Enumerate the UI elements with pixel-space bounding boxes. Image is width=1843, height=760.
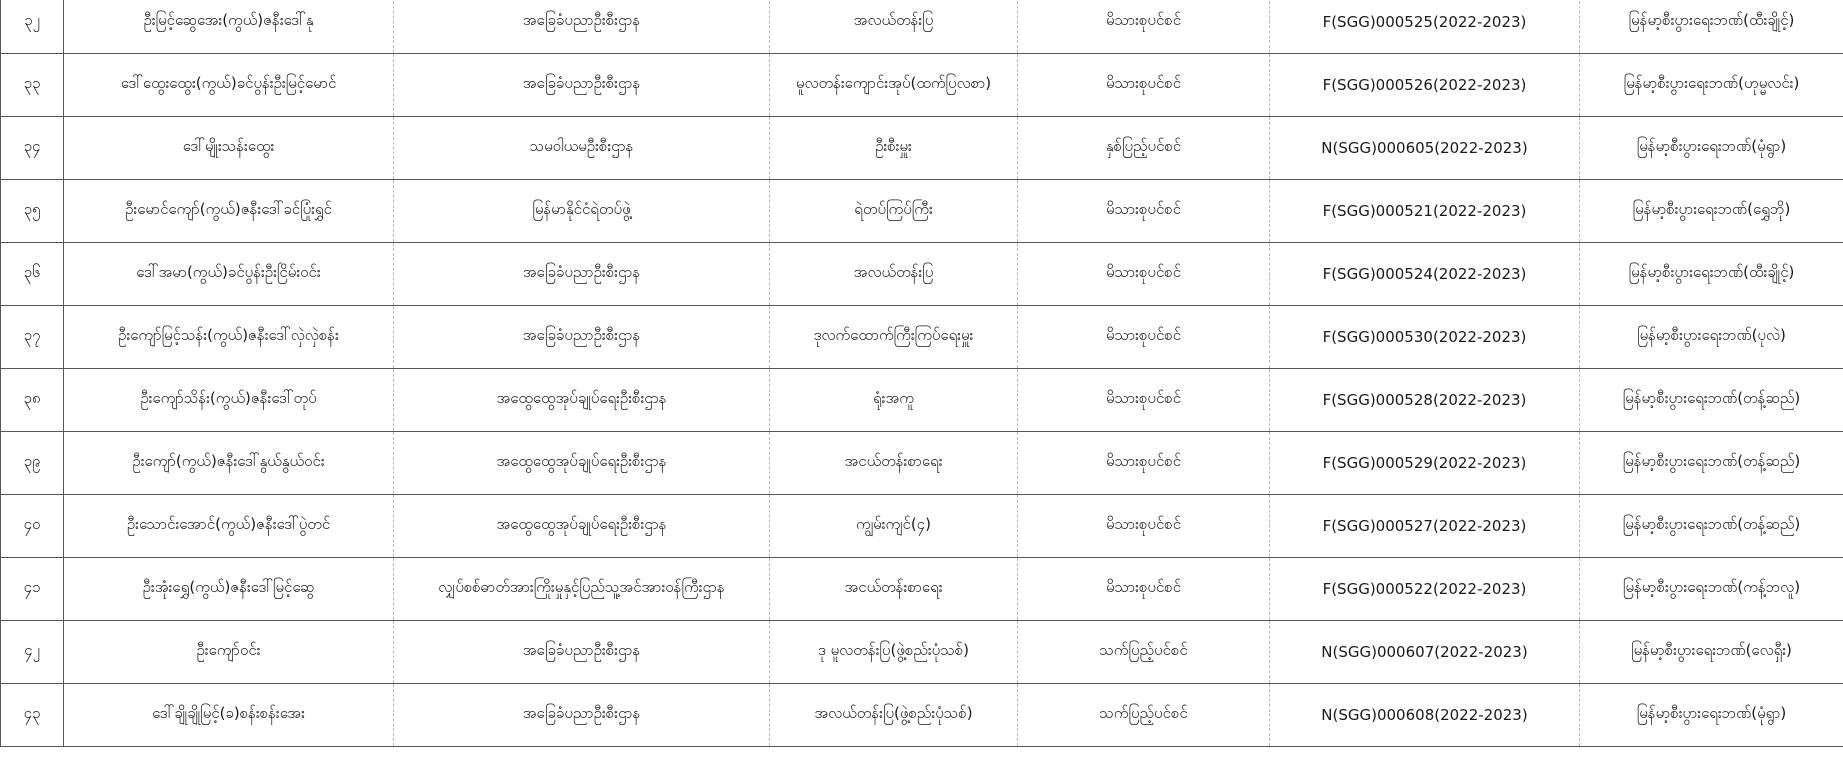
department-cell: အခြေခံပညာဦးစီးဌာန <box>394 306 770 369</box>
bank-branch-cell: မြန်မာ့စီးပွားရေးဘဏ်(မုံရွာ) <box>1580 684 1843 747</box>
pension-code-cell: F(SGG)000525(2022-2023) <box>1270 0 1580 54</box>
pension-type-cell: မိသားစုပင်စင် <box>1018 306 1270 369</box>
rank-cell: ဒု မူလတန်းပြ(ဖွဲ့စည်းပုံသစ်) <box>770 621 1018 684</box>
department-cell: အထွေထွေအုပ်ချုပ်ရေးဦးစီးဌာန <box>394 495 770 558</box>
rank-cell: အငယ်တန်းစာရေး <box>770 558 1018 621</box>
pension-type-cell: မိသားစုပင်စင် <box>1018 369 1270 432</box>
row-number-cell: ၄၀ <box>1 495 64 558</box>
pension-type-cell: မိသားစုပင်စင် <box>1018 180 1270 243</box>
pensioner-name-cell: ဦးကျော်ဝင်း <box>64 621 394 684</box>
pensioner-name-cell: ဒေါ်ချိုချိုမြင့်(ခ)စန်းစန်းအေး <box>64 684 394 747</box>
pensioner-name-cell: ဦးအုံးရွှေ(ကွယ်)ဇနီးဒေါ်မြင့်ဆွေ <box>64 558 394 621</box>
table-row <box>1 621 1843 684</box>
pension-code-cell: F(SGG)000527(2022-2023) <box>1270 495 1580 558</box>
department-cell: အထွေထွေအုပ်ချုပ်ရေးဦးစီးဌာန <box>394 432 770 495</box>
rank-cell: မူလတန်းကျောင်းအုပ်(ထက်ပြလစာ) <box>770 54 1018 117</box>
pension-code-cell: F(SGG)000529(2022-2023) <box>1270 432 1580 495</box>
pensioner-name-cell: ဦးသောင်းအောင်(ကွယ်)ဇနီးဒေါ်ပွဲတင် <box>64 495 394 558</box>
rank-cell: ရဲတပ်ကြပ်ကြီး <box>770 180 1018 243</box>
pension-type-cell: သက်ပြည့်ပင်စင် <box>1018 621 1270 684</box>
pension-type-cell: မိသားစုပင်စင် <box>1018 54 1270 117</box>
pension-type-cell: မိသားစုပင်စင် <box>1018 495 1270 558</box>
pensioner-name-cell: ဒေါ်ထွေးထွေး(ကွယ်)ခင်ပွန်းဦးမြင့်မောင် <box>64 54 394 117</box>
bank-branch-cell: မြန်မာ့စီးပွားရေးဘဏ်(မုံရွာ) <box>1580 117 1843 180</box>
pension-type-cell: မိသားစုပင်စင် <box>1018 558 1270 621</box>
bank-branch-cell: မြန်မာ့စီးပွားရေးဘဏ်(တန့်ဆည်) <box>1580 495 1843 558</box>
table-row <box>1 54 1843 117</box>
bank-branch-cell: မြန်မာ့စီးပွားရေးဘဏ်(တန့်ဆည်) <box>1580 432 1843 495</box>
rank-cell: အလယ်တန်းပြ <box>770 243 1018 306</box>
rank-cell: အငယ်တန်းစာရေး <box>770 432 1018 495</box>
bank-branch-cell: မြန်မာ့စီးပွားရေးဘဏ်(ထီးချိုင့်) <box>1580 243 1843 306</box>
bank-branch-cell: မြန်မာ့စီးပွားရေးဘဏ်(ကန့်ဘလူ) <box>1580 558 1843 621</box>
table-row <box>1 684 1843 747</box>
pensioner-name-cell: ဦးမြင့်ဆွေအေး(ကွယ်)ဇနီးဒေါ်နု <box>64 0 394 54</box>
department-cell: လျှပ်စစ်ဓာတ်အားကြိုးမှုနှင့်ပြည်သူ့အင်အားဝန်ကြီးဌာန <box>394 558 770 621</box>
department-cell: အခြေခံပညာဦးစီးဌာန <box>394 0 770 54</box>
pension-type-cell: မိသားစုပင်စင် <box>1018 0 1270 54</box>
pension-code-cell: F(SGG)000524(2022-2023) <box>1270 243 1580 306</box>
pension-code-cell: F(SGG)000526(2022-2023) <box>1270 54 1580 117</box>
table-row <box>1 0 1843 54</box>
table-row <box>1 243 1843 306</box>
row-number-cell: ၃၅ <box>1 180 64 243</box>
rank-cell: ရုံးအကူ <box>770 369 1018 432</box>
table-row <box>1 117 1843 180</box>
pension-type-cell: သက်ပြည့်ပင်စင် <box>1018 684 1270 747</box>
pensioner-name-cell: ဒေါ်မျိုးသန်းထွေး <box>64 117 394 180</box>
bank-branch-cell: မြန်မာ့စီးပွားရေးဘဏ်(ထီးချိုင့်) <box>1580 0 1843 54</box>
rank-cell: ဦးစီးမှူး <box>770 117 1018 180</box>
pension-table-body <box>1 0 1843 747</box>
rank-cell: ကျွမ်းကျင်(၄) <box>770 495 1018 558</box>
table-row <box>1 306 1843 369</box>
pension-type-cell: နှစ်ပြည့်ပင်စင် <box>1018 117 1270 180</box>
table-row <box>1 558 1843 621</box>
pension-code-cell: N(SGG)000607(2022-2023) <box>1270 621 1580 684</box>
department-cell: အခြေခံပညာဦးစီးဌာန <box>394 621 770 684</box>
row-number-cell: ၃၉ <box>1 432 64 495</box>
rank-cell: အလယ်တန်းပြ(ဖွဲ့စည်းပုံသစ်) <box>770 684 1018 747</box>
row-number-cell: ၄၁ <box>1 558 64 621</box>
bank-branch-cell: မြန်မာ့စီးပွားရေးဘဏ်(ဟုမ္မလင်း) <box>1580 54 1843 117</box>
pension-type-cell: မိသားစုပင်စင် <box>1018 432 1270 495</box>
pension-code-cell: F(SGG)000522(2022-2023) <box>1270 558 1580 621</box>
row-number-cell: ၄၃ <box>1 684 64 747</box>
department-cell: အထွေထွေအုပ်ချုပ်ရေးဦးစီးဌာန <box>394 369 770 432</box>
pension-code-cell: N(SGG)000608(2022-2023) <box>1270 684 1580 747</box>
rank-cell: ဒုလက်ထောက်ကြီးကြပ်ရေးမှူး <box>770 306 1018 369</box>
row-number-cell: ၄၂ <box>1 621 64 684</box>
pensioner-name-cell: ဦးကျော်(ကွယ်)ဇနီးဒေါ်နွယ်နွယ်ဝင်း <box>64 432 394 495</box>
row-number-cell: ၃၂ <box>1 0 64 54</box>
pension-code-cell: N(SGG)000605(2022-2023) <box>1270 117 1580 180</box>
bank-branch-cell: မြန်မာ့စီးပွားရေးဘဏ်(ရွှေဘို) <box>1580 180 1843 243</box>
row-number-cell: ၃၃ <box>1 54 64 117</box>
bank-branch-cell: မြန်မာ့စီးပွားရေးဘဏ်(ပုလဲ) <box>1580 306 1843 369</box>
department-cell: သမဝါယမဦးစီးဌာန <box>394 117 770 180</box>
rank-cell: အလယ်တန်းပြ <box>770 0 1018 54</box>
pensioner-name-cell: ဦးမောင်ကျော်(ကွယ်)ဇနီးဒေါ်ခင်ပြုံးရွှင် <box>64 180 394 243</box>
department-cell: မြန်မာနိုင်ငံရဲတပ်ဖွဲ့ <box>394 180 770 243</box>
pension-code-cell: F(SGG)000528(2022-2023) <box>1270 369 1580 432</box>
bank-branch-cell: မြန်မာ့စီးပွားရေးဘဏ်(လေရှီး) <box>1580 621 1843 684</box>
pensioner-name-cell: ဦးကျော်မြင့်သန်း(ကွယ်)ဇနီးဒေါ်လှဲလှဲစန်း <box>64 306 394 369</box>
row-number-cell: ၃၈ <box>1 369 64 432</box>
department-cell: အခြေခံပညာဦးစီးဌာန <box>394 684 770 747</box>
row-number-cell: ၃၇ <box>1 306 64 369</box>
row-number-cell: ၃၆ <box>1 243 64 306</box>
department-cell: အခြေခံပညာဦးစီးဌာန <box>394 54 770 117</box>
table-row <box>1 180 1843 243</box>
bank-branch-cell: မြန်မာ့စီးပွားရေးဘဏ်(တန့်ဆည်) <box>1580 369 1843 432</box>
pension-type-cell: မိသားစုပင်စင် <box>1018 243 1270 306</box>
pensioner-name-cell: ဒေါ်အမာ(ကွယ်)ခင်ပွန်းဦးငြိမ်းဝင်း <box>64 243 394 306</box>
row-number-cell: ၃၄ <box>1 117 64 180</box>
pension-code-cell: F(SGG)000530(2022-2023) <box>1270 306 1580 369</box>
table-row <box>1 495 1843 558</box>
table-row <box>1 432 1843 495</box>
pensioner-name-cell: ဦးကျော်သိန်း(ကွယ်)ဇနီးဒေါ်တုပ် <box>64 369 394 432</box>
pension-code-cell: F(SGG)000521(2022-2023) <box>1270 180 1580 243</box>
table-row <box>1 369 1843 432</box>
department-cell: အခြေခံပညာဦးစီးဌာန <box>394 243 770 306</box>
